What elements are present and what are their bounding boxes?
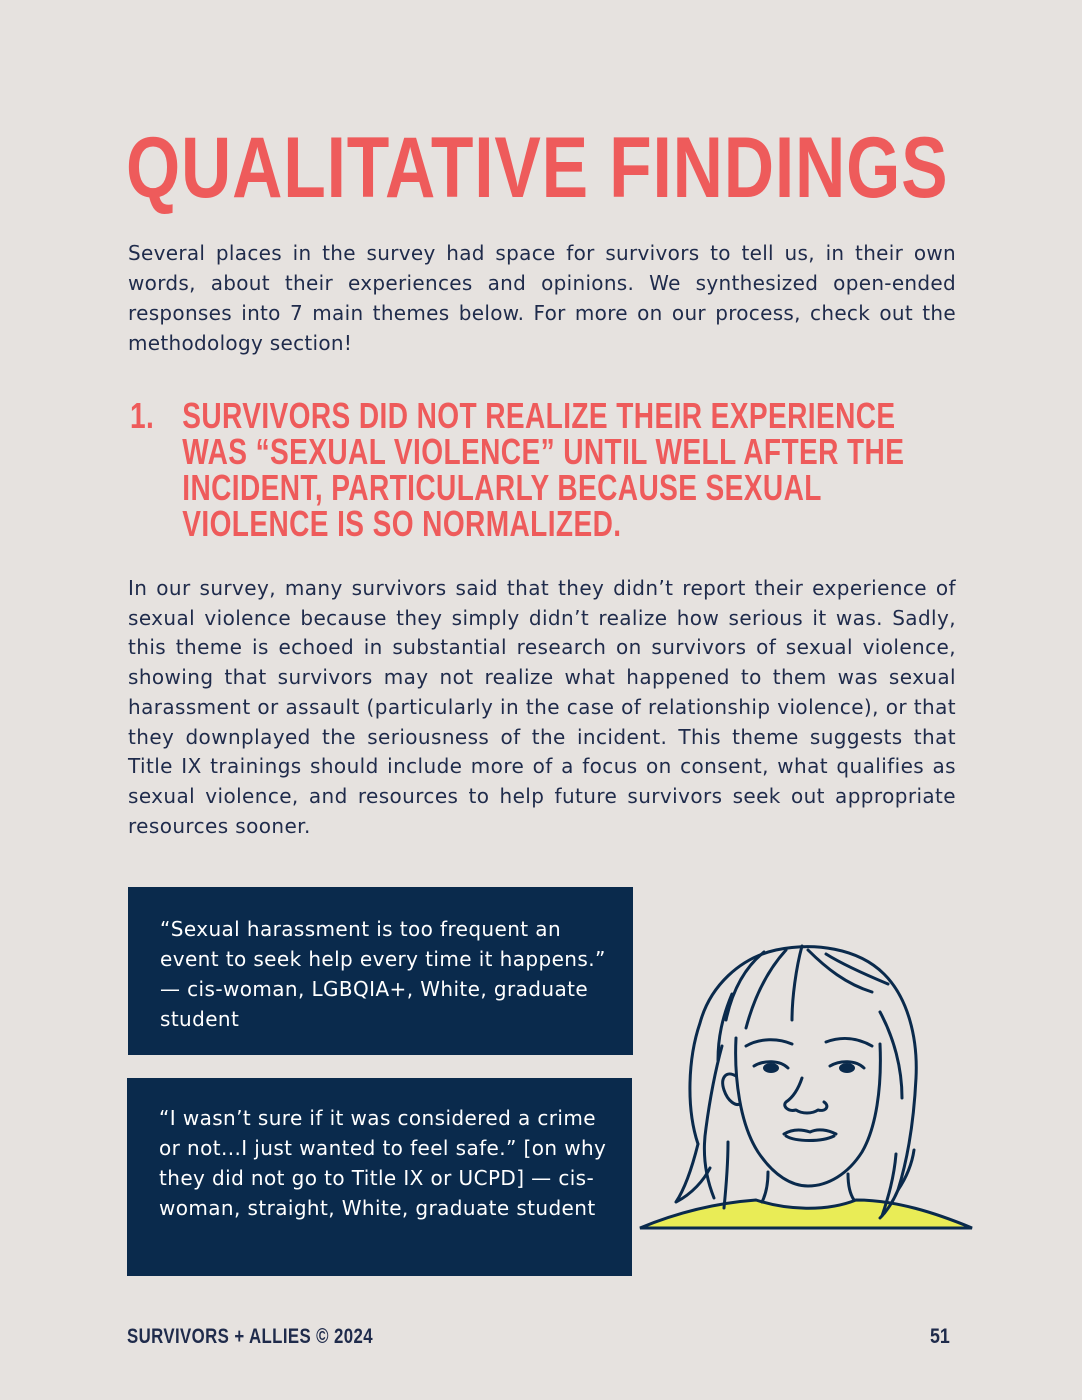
theme-heading <box>130 395 941 544</box>
intro-paragraph: Several places in the survey had space for survivors to tell us, in their own words, about their experiences and opinions. We synthesized open-ended responses into 7 main themes below. For more on our process, check out the methodology section! <box>128 241 956 355</box>
theme-heading-text: SURVIVORS DID NOT REALIZE THEIR EXPERIENCE WAS “SEXUAL VIOLENCE” UNTIL WELL AFTER THE INCIDENT, PARTICULARLY BECAUSE SEXUAL VIOLENCE IS SO NORMALIZED. <box>182 395 905 544</box>
theme-heading-block <box>130 395 941 544</box>
woman-face-illustration <box>636 928 976 1234</box>
theme-body-paragraph: In our survey, many survivors said that they didn’t report their experience of sexual violence because they simply didn’t realize how serious it was. Sadly, this theme is echoed in substantial research on survivors of sexual violence, showing that survivors may not realize what happened to them was sexual harassment or assault (particularly in the case of relationship violence), or that they downplayed the seriousness of the incident. This theme suggests that Title IX trainings should include more of a focus on consent, what qualifies as sexual violence, and resources to help future survivors seek out appropriate resources sooner. <box>128 576 956 838</box>
quote-box <box>128 887 633 1055</box>
shirt-shape <box>640 1200 972 1228</box>
quote-text: “Sexual harassment is too frequent an event to seek help every time it happens.” — cis-woman, LGBQIA+, White, graduate student <box>160 917 606 1031</box>
page-number: 51 <box>930 1325 950 1348</box>
page-title: QUALITATIVE FINDINGS <box>126 120 949 216</box>
quote-box <box>127 1078 632 1276</box>
quote-text: “I wasn’t sure if it was considered a crime or not...I just wanted to feel safe.” [on why they did not go to Title IX or UCPD] — cis-woman, straight, White, graduate student <box>159 1106 607 1220</box>
footer-copyright: SURVIVORS + ALLIES © 2024 <box>127 1325 373 1348</box>
theme-number: 1. <box>130 395 155 436</box>
